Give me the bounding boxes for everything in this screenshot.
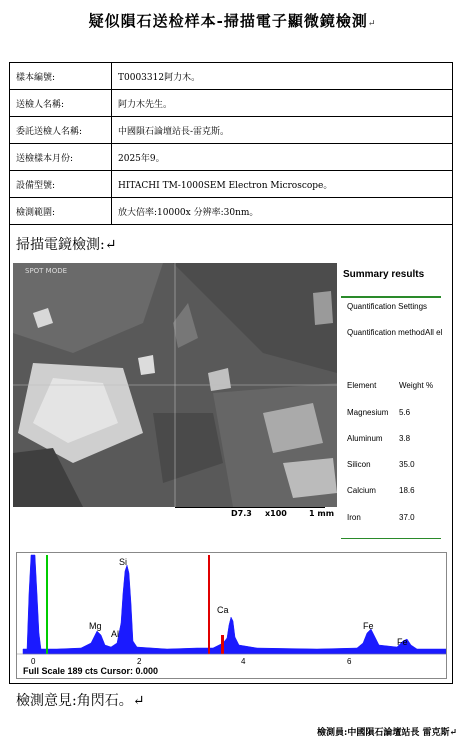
- table-row: [10, 171, 453, 198]
- element-name: Iron: [347, 513, 361, 522]
- element-row: [347, 434, 447, 444]
- info-label: 委託送檢人名稱:: [10, 117, 112, 144]
- sem-micrograph: [13, 263, 337, 507]
- element-weight: 37.0: [399, 513, 415, 522]
- peak-label-fe2: Fe: [397, 637, 408, 647]
- info-label: 設備型號:: [10, 171, 112, 198]
- element-header: Element: [347, 381, 377, 390]
- scale-label: 1 mm: [309, 509, 335, 518]
- table-row: [10, 63, 453, 90]
- peak-label-fe: Fe: [363, 621, 374, 631]
- quantification-settings: Quantification Settings: [347, 302, 428, 311]
- info-value: HITACHI TM-1000SEM Electron Microscope。: [112, 171, 453, 198]
- spot-mode-label: SPOT MODE: [25, 267, 68, 275]
- weight-header: Weight %: [399, 381, 434, 390]
- element-weight: 35.0: [399, 460, 415, 469]
- eds-spectrum: [16, 552, 447, 679]
- quantification-method-value: All el: [425, 328, 443, 337]
- info-value: 阿力木先生。: [112, 90, 453, 117]
- table-row: [10, 117, 453, 144]
- element-name: Calcium: [347, 486, 376, 495]
- info-value: 放大倍率:10000x 分辨率:30nm。: [112, 198, 453, 225]
- info-label: 檢測範圍:: [10, 198, 112, 225]
- paragraph-mark-icon: ↵: [367, 19, 377, 29]
- sem-image: [13, 263, 337, 507]
- info-value: 中國隕石論壇站長-雷克斯。: [112, 117, 453, 144]
- working-distance: D7.3: [231, 509, 252, 518]
- tick-label: 2: [137, 657, 142, 666]
- peak-label-ca: Ca: [217, 605, 229, 615]
- element-row: [347, 408, 447, 418]
- info-table: [9, 62, 453, 225]
- table-row: [10, 144, 453, 171]
- section-title: 掃描電鏡檢測:↵: [16, 237, 117, 253]
- element-row: [347, 513, 447, 523]
- tick-label: 6: [347, 657, 352, 666]
- tick-label: 0: [31, 657, 36, 666]
- peak-label-si: Si: [119, 557, 128, 567]
- report-title: [0, 10, 465, 31]
- marker-bar: [221, 635, 224, 654]
- inspection-opinion: 檢測意見:角閃石。↵: [16, 693, 145, 709]
- element-row: [347, 460, 447, 470]
- peak-label-al: Al: [111, 629, 120, 639]
- tick-label: 4: [241, 657, 246, 666]
- info-value: T0003312阿力木。: [112, 63, 453, 90]
- summary-bottom-divider: [341, 538, 441, 539]
- spectrum-footer: Full Scale 189 cts Cursor: 0.000: [23, 666, 159, 676]
- element-name: Silicon: [347, 460, 371, 469]
- element-weight: 3.8: [399, 434, 411, 443]
- element-name: Magnesium: [347, 408, 389, 417]
- table-row: [10, 90, 453, 117]
- table-row: [10, 198, 453, 225]
- magnification: x100: [265, 509, 287, 518]
- summary-divider: [341, 296, 441, 298]
- sem-scale-bar: [13, 507, 337, 521]
- summary-title: Summary results: [343, 269, 425, 280]
- element-weight: 5.6: [399, 408, 411, 417]
- info-value: 2025年9。: [112, 144, 453, 171]
- quantification-method-label: Quantification method: [347, 328, 425, 337]
- info-label: 送檢人名稱:: [10, 90, 112, 117]
- inspector-signature: 檢測員:中國隕石論壇站長 雷克斯↵: [317, 728, 457, 738]
- element-row: [347, 486, 447, 496]
- info-label: 送檢樣本月份:: [10, 144, 112, 171]
- scale-line: [175, 507, 325, 508]
- info-label: 樣本編號:: [10, 63, 112, 90]
- peak-label-mg: Mg: [89, 621, 102, 631]
- spectrum-plot: [17, 553, 446, 678]
- report-title-text: 疑似隕石送检样本-掃描電子顯微鏡檢測: [88, 12, 368, 30]
- element-name: Aluminum: [347, 434, 383, 443]
- summary-panel: [341, 263, 449, 543]
- element-weight: 18.6: [399, 486, 415, 495]
